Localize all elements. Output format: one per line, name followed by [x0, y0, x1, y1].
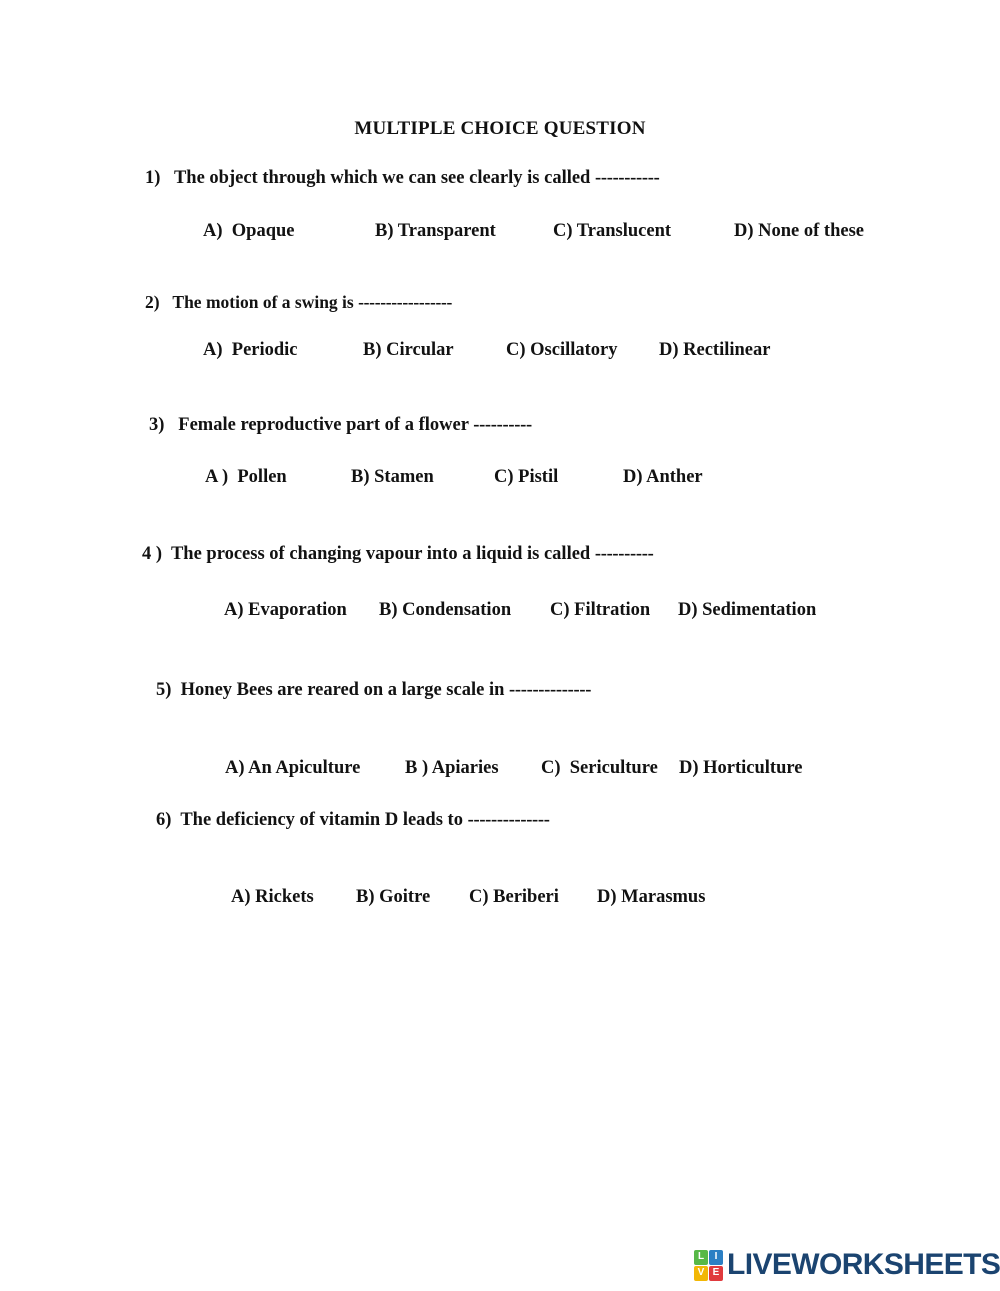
question-stem-2 [145, 292, 1000, 312]
question-block-5 [0, 680, 1000, 701]
option-3-b[interactable]: B) Stamen [351, 467, 434, 487]
question-number-3: 3) [149, 415, 165, 435]
option-4-a[interactable]: A) Evaporation [224, 600, 347, 620]
option-3-c[interactable]: C) Pistil [494, 467, 559, 487]
question-text-6: The deficiency of vitamin D leads to [180, 810, 463, 830]
liveworksheets-logo-blocks [694, 1250, 723, 1281]
option-2-b[interactable]: B) Circular [363, 340, 454, 360]
question-blank-1: ----------- [594, 168, 660, 188]
question-stem-5 [156, 680, 1000, 701]
option-2-c[interactable]: C) Oscillatory [506, 340, 618, 360]
question-number-4: 4 ) [142, 544, 163, 564]
question-stem-3 [149, 415, 1000, 436]
options-row-6 [0, 887, 1000, 908]
question-number-2: 2) [145, 292, 160, 312]
question-block-1 [0, 168, 1000, 189]
option-1-d[interactable]: D) None of these [734, 221, 864, 241]
option-5-c[interactable]: C) Sericulture [541, 758, 658, 778]
option-1-b[interactable]: B) Transparent [375, 221, 496, 241]
option-4-d[interactable]: D) Sedimentation [678, 600, 817, 620]
options-row-4 [0, 600, 1000, 621]
question-text-4: The process of changing vapour into a liquid is called [170, 544, 591, 564]
question-blank-6: -------------- [467, 810, 550, 830]
option-2-a[interactable]: A) Periodic [203, 340, 298, 360]
question-number-5: 5) [156, 680, 172, 700]
question-text-5: Honey Bees are reared on a large scale in [180, 680, 505, 700]
question-text-1: The object through which we can see clearly is called [173, 168, 591, 188]
option-6-d[interactable]: D) Marasmus [597, 887, 706, 907]
question-stem-1 [145, 168, 1000, 189]
question-stem-6 [156, 810, 1000, 831]
question-block-6 [0, 810, 1000, 831]
question-block-2 [0, 292, 1000, 312]
logo-block-l: L [694, 1250, 708, 1265]
question-block-3 [0, 415, 1000, 436]
question-number-1: 1) [145, 168, 161, 188]
question-blank-3: ---------- [473, 415, 532, 435]
option-2-d[interactable]: D) Rectilinear [659, 340, 771, 360]
option-4-b[interactable]: B) Condensation [379, 600, 512, 620]
question-blank-2: ----------------- [358, 292, 453, 312]
logo-block-v: V [694, 1266, 708, 1281]
question-number-6: 6) [156, 810, 172, 830]
option-6-b[interactable]: B) Goitre [356, 887, 431, 907]
options-row-3 [0, 467, 1000, 488]
option-3-d[interactable]: D) Anther [623, 467, 703, 487]
option-1-a[interactable]: A) Opaque [203, 221, 295, 241]
options-row-2 [0, 340, 1000, 361]
page-title: MULTIPLE CHOICE QUESTION [354, 118, 646, 139]
question-blank-5: -------------- [509, 680, 592, 700]
option-6-c[interactable]: C) Beriberi [469, 887, 559, 907]
option-4-c[interactable]: C) Filtration [550, 600, 651, 620]
options-row-5 [0, 758, 1000, 779]
option-5-a[interactable]: A) An Apiculture [225, 758, 361, 778]
logo-block-i: I [709, 1250, 723, 1265]
question-stem-4 [142, 544, 1000, 565]
question-blank-4: ---------- [594, 544, 654, 564]
option-6-a[interactable]: A) Rickets [231, 887, 314, 907]
option-1-c[interactable]: C) Translucent [553, 221, 672, 241]
logo-block-e: E [709, 1266, 723, 1281]
options-row-1 [0, 221, 1000, 242]
liveworksheets-logo [694, 1244, 1000, 1286]
option-3-a[interactable]: A ) Pollen [205, 467, 287, 487]
question-text-3: Female reproductive part of a flower [178, 415, 469, 435]
question-block-4 [0, 544, 1000, 565]
option-5-d[interactable]: D) Horticulture [679, 758, 803, 778]
option-5-b[interactable]: B ) Apiaries [405, 758, 499, 778]
liveworksheets-wordmark: LIVEWORKSHEETS [727, 1248, 1000, 1281]
question-text-2: The motion of a swing is [172, 292, 354, 312]
